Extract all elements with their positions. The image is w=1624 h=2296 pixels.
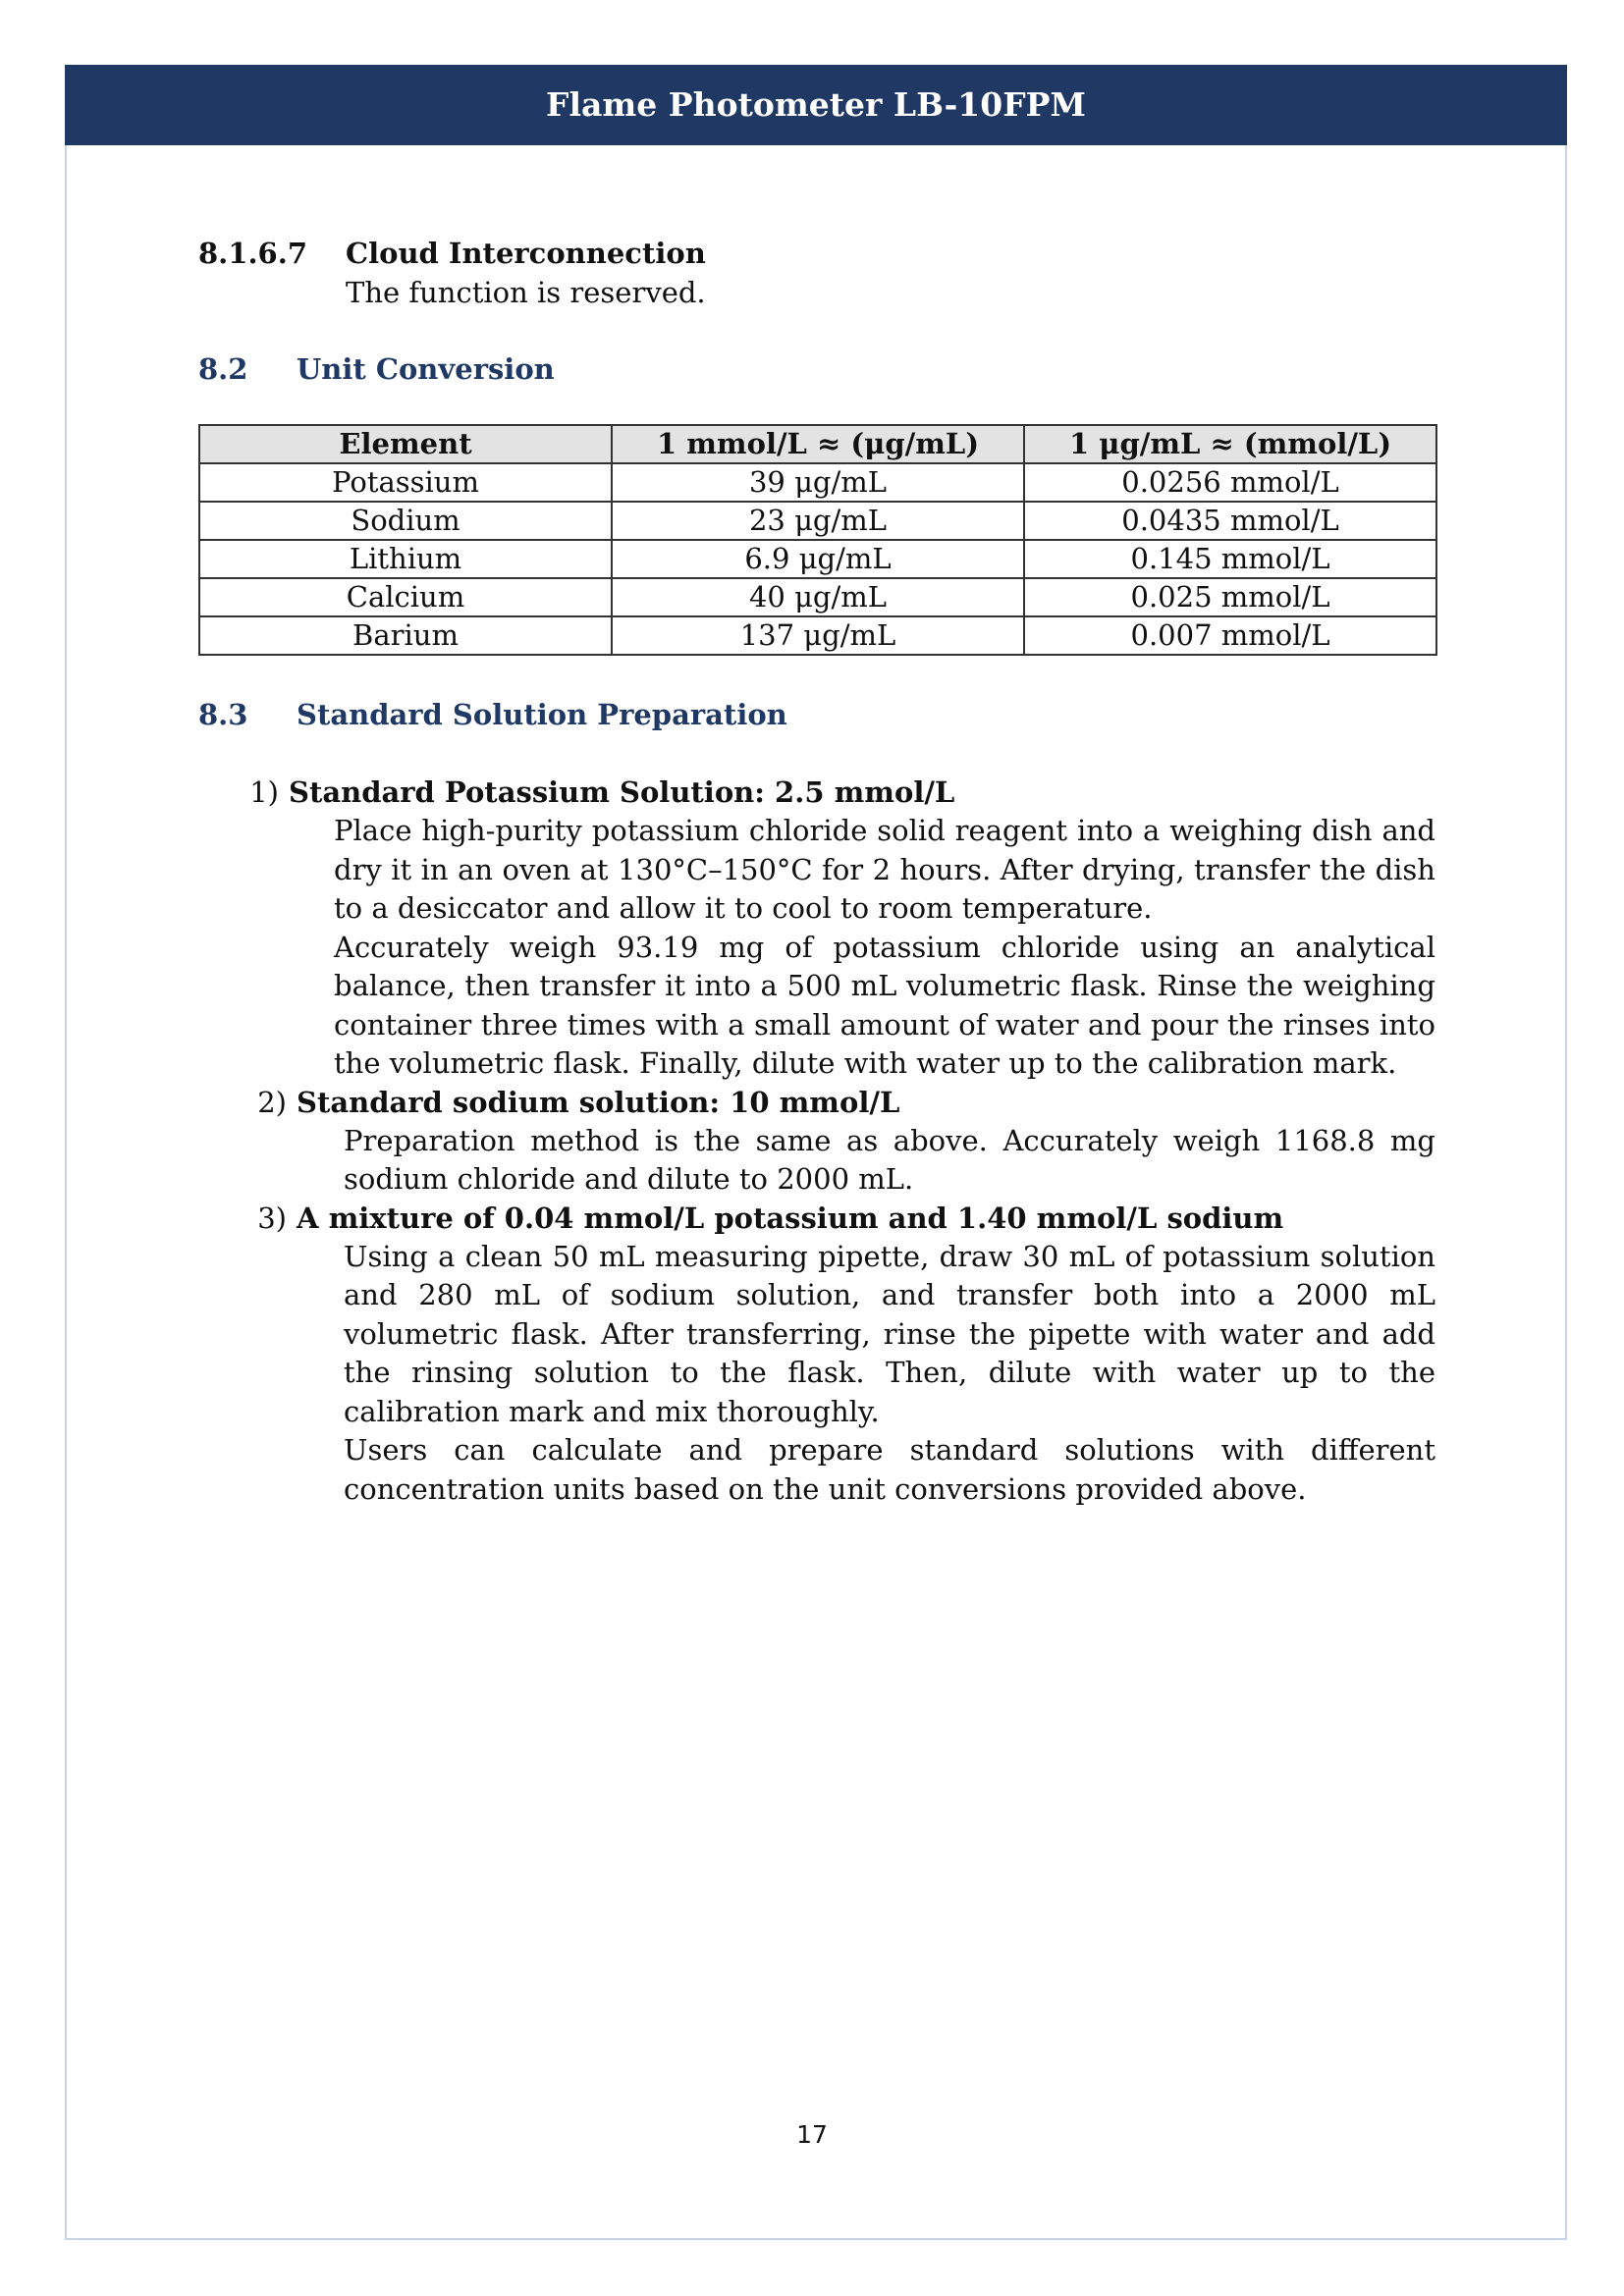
section-8167-text: The function is reserved. — [346, 276, 706, 309]
table-cell: Sodium — [199, 502, 612, 540]
section-title: Unit Conversion — [297, 352, 555, 386]
list-item — [198, 1200, 1435, 1510]
table-cell: Lithium — [199, 540, 612, 578]
table-cell: 137 μg/mL — [612, 616, 1024, 655]
table-cell: Barium — [199, 616, 612, 655]
section-number: 8.2 — [198, 352, 248, 386]
section-title: Cloud Interconnection — [346, 237, 706, 270]
section-83-heading — [198, 695, 1435, 734]
table-header-cell: 1 μg/mL ≈ (mmol/L) — [1024, 425, 1436, 463]
paragraph: Accurately weigh 93.19 mg of potassium chloride using an analytical balance, then transfer it into a 500 mL volumetric flask. Rinse the weighing container three times with a small amount of water and pour the rinses into the volumetric flask. Finally, dilute with water up to the calibration mark. — [334, 930, 1435, 1080]
list-item-title: A mixture of 0.04 mmol/L potassium and 1.40 mmol/L sodium — [297, 1201, 1284, 1235]
page-header: Flame Photometer LB-10FPM — [65, 65, 1567, 145]
list-item-heading — [238, 774, 1435, 812]
paragraph: Place high-purity potassium chloride solid reagent into a weighing dish and dry it in an oven at 130°C–150°C for 2 hours. After drying, transfer the dish to a desiccator and allow it to cool to room temperature. — [334, 814, 1435, 925]
table-cell: 0.0435 mmol/L — [1024, 502, 1436, 540]
paragraph: Preparation method is the same as above. Accurately weigh 1168.8 mg sodium chloride and dilute to 2000 mL. — [344, 1123, 1435, 1196]
list-item-number: 3) — [257, 1201, 287, 1235]
table-row — [199, 616, 1436, 655]
list-item-heading — [245, 1200, 1435, 1238]
table-header-cell: 1 mmol/L ≈ (μg/mL) — [612, 425, 1024, 463]
table-row — [199, 502, 1436, 540]
section-82-heading — [198, 349, 1435, 389]
table-cell: 0.025 mmol/L — [1024, 578, 1436, 616]
table-row — [199, 463, 1436, 502]
section-title: Standard Solution Preparation — [297, 698, 787, 731]
table-row — [199, 540, 1436, 578]
table-cell: Calcium — [199, 578, 612, 616]
table-row — [199, 578, 1436, 616]
page-number: 17 — [796, 2120, 828, 2149]
table-cell: 39 μg/mL — [612, 463, 1024, 502]
list-item — [198, 1084, 1435, 1200]
list-item-body — [344, 1122, 1435, 1200]
list-item-body — [344, 1238, 1435, 1510]
list-item-number: 1) — [249, 775, 279, 809]
list-item-title: Standard Potassium Solution: 2.5 mmol/L — [289, 775, 955, 809]
table-cell: 0.145 mmol/L — [1024, 540, 1436, 578]
list-item — [198, 774, 1435, 1084]
section-8167-heading — [198, 234, 1435, 273]
paragraph: Using a clean 50 mL measuring pipette, draw 30 mL of potassium solution and 280 mL of sodium solution, and transfer both into a 2000 mL volumetric flask. After transferring, rinse the pipette with water and add the rinsing solution to the flask. Then, dilute with water up to the calibration mark and mix thoroughly. — [344, 1239, 1435, 1428]
preparation-list — [198, 774, 1435, 1509]
table-cell: 0.0256 mmol/L — [1024, 463, 1436, 502]
table-cell: 40 μg/mL — [612, 578, 1024, 616]
list-item-body — [334, 812, 1435, 1084]
table-cell: 6.9 μg/mL — [612, 540, 1024, 578]
table-header-cell: Element — [199, 425, 612, 463]
table-cell: 0.007 mmol/L — [1024, 616, 1436, 655]
table-cell: Potassium — [199, 463, 612, 502]
list-item-heading — [245, 1084, 1435, 1122]
list-item-number: 2) — [257, 1085, 287, 1119]
section-number: 8.3 — [198, 698, 248, 731]
table-cell: 23 μg/mL — [612, 502, 1024, 540]
table-body — [199, 463, 1436, 655]
unit-conversion-table — [198, 424, 1437, 656]
paragraph: Users can calculate and prepare standard solutions with different concentration units based on the unit conversions provided above. — [344, 1433, 1435, 1506]
table-header-row — [199, 425, 1436, 463]
section-number: 8.1.6.7 — [198, 237, 308, 270]
list-item-title: Standard sodium solution: 10 mmol/L — [297, 1085, 900, 1119]
page-content — [198, 234, 1435, 1509]
